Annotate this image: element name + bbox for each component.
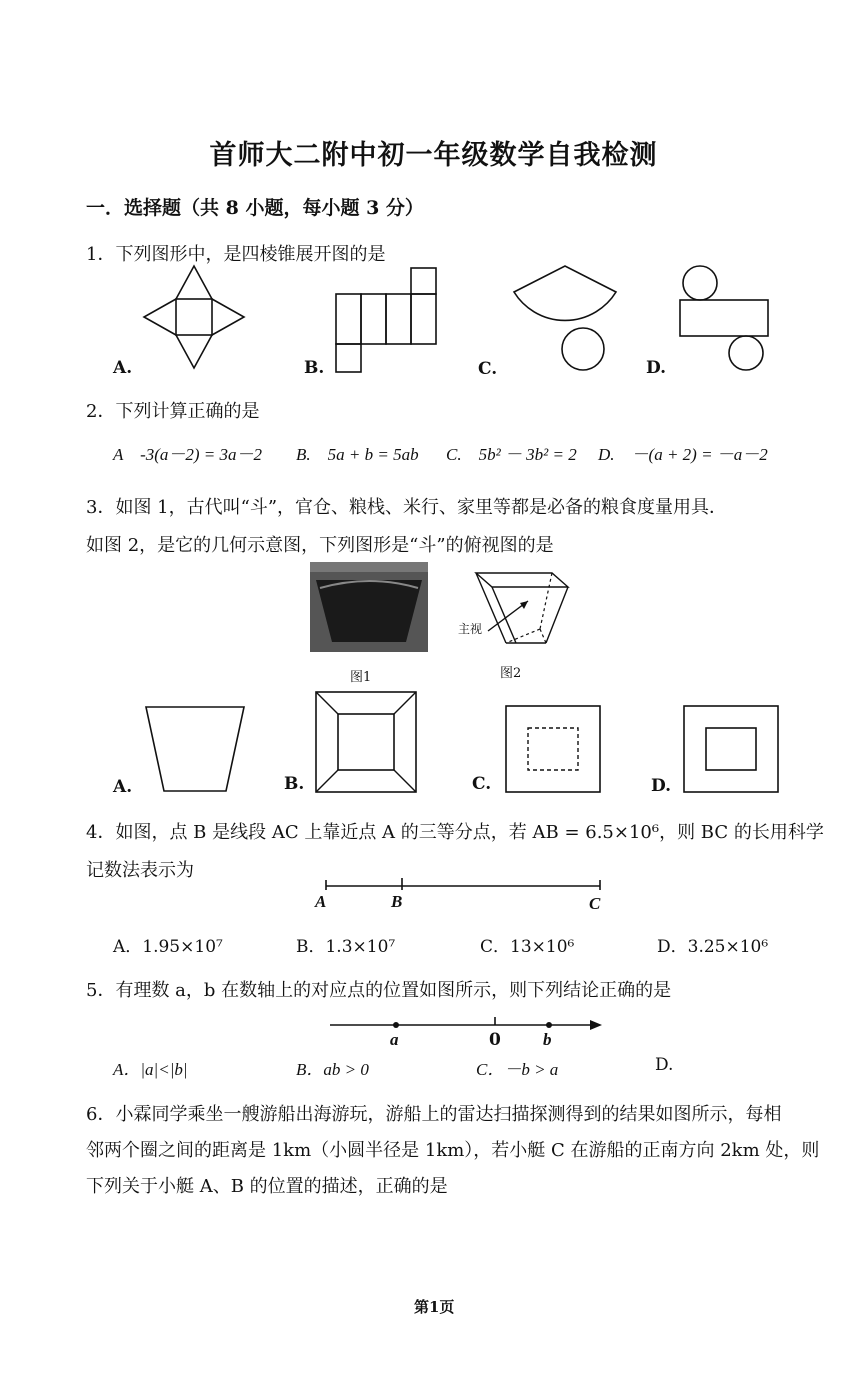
q3-label-d: D. xyxy=(651,776,672,796)
question-3-stem-line1: 3．如图 1，古代叫“斗”，官仓、粮栈、米行、家里等都是必备的粮食度量用具． xyxy=(86,497,728,518)
question-6-stem-line3: 下列关于小艇 A、B 的位置的描述，正确的是 xyxy=(86,1176,448,1197)
q1-figure-b xyxy=(334,266,444,376)
question-4-stem-line2: 记数法表示为 xyxy=(86,860,194,881)
page-title: 首师大二附中初一年级数学自我检测 xyxy=(209,140,658,171)
q3-diagram-figure-2 xyxy=(470,565,570,650)
q3-front-view-label: 主视 xyxy=(458,622,483,636)
q1-figure-a xyxy=(140,262,250,372)
q3-label-c: C. xyxy=(472,774,492,794)
q4-segment-figure xyxy=(322,876,607,896)
q5-option-d: D. xyxy=(655,1055,674,1075)
q1-label-a: A. xyxy=(113,358,133,378)
q4-point-c-label: C xyxy=(589,894,601,913)
question-6-stem-line2: 邻两个圈之间的距离是 1km（小圆半径是 1km），若小艇 C 在游船的正南方向 2km 处，则 xyxy=(86,1140,820,1161)
q4-option-a: A．1.95×10⁷ xyxy=(113,937,223,957)
q2-option-b: B. 5a + b = 5ab xyxy=(296,445,419,464)
q3-option-c-figure xyxy=(504,704,604,796)
q3-photo-figure-1 xyxy=(310,562,428,652)
q1-label-b: B. xyxy=(304,358,325,378)
page-number: 第1页 xyxy=(414,1298,455,1316)
question-4-stem-line1: 4．如图，点 B 是线段 AC 上靠近点 A 的三等分点，若 AB = 6.5×10⁶，则 BC 的长用科学 xyxy=(86,822,824,843)
q1-label-c: C. xyxy=(478,359,498,379)
q3-label-b: B. xyxy=(284,774,305,794)
q2-option-c: C. 5b² － 3b² = 2 xyxy=(446,445,577,464)
q5-axis-label-b: b xyxy=(543,1030,552,1049)
question-1-stem: 1．下列图形中，是四棱锥展开图的是 xyxy=(86,244,386,265)
q3-label-a: A. xyxy=(113,777,133,797)
q5-option-a: A．|a|<|b| xyxy=(113,1060,188,1079)
q3-option-b-figure xyxy=(314,690,420,796)
question-6-stem-line1: 6．小霖同学乘坐一艘游船出海游玩，游船上的雷达扫描探测得到的结果如图所示，每相 xyxy=(86,1104,782,1125)
q2-option-d: D. －(a + 2) = －a－2 xyxy=(598,445,768,464)
q5-axis-label-a: a xyxy=(390,1030,399,1049)
q4-point-b-label: B xyxy=(391,892,403,911)
q1-figure-d xyxy=(678,264,778,376)
q1-figure-c xyxy=(510,262,640,377)
q4-point-a-label: A xyxy=(315,892,327,911)
q5-number-line xyxy=(328,1015,604,1035)
q5-option-b: B．ab > 0 xyxy=(296,1060,369,1079)
q1-label-d: D. xyxy=(646,358,667,378)
q5-axis-label-zero: 0 xyxy=(489,1030,501,1050)
question-5-stem: 5．有理数 a，b 在数轴上的对应点的位置如图所示，则下列结论正确的是 xyxy=(86,980,672,1001)
q4-option-b: B．1.3×10⁷ xyxy=(296,937,396,957)
section-heading: 一．选择题（共 8 小题，每小题 3 分） xyxy=(86,197,424,219)
q3-option-a-figure xyxy=(140,705,250,795)
q4-option-d: D．3.25×10⁶ xyxy=(657,937,769,957)
question-3-stem-line2: 如图 2，是它的几何示意图，下列图形是“斗”的俯视图的是 xyxy=(86,535,554,556)
q3-figure-2-caption: 图2 xyxy=(500,666,522,681)
question-2-stem: 2．下列计算正确的是 xyxy=(86,401,260,422)
q4-option-c: C．13×10⁶ xyxy=(480,937,575,957)
q3-figure-1-caption: 图1 xyxy=(350,670,372,685)
q3-option-d-figure xyxy=(682,704,782,796)
q5-option-c: C．－b > a xyxy=(476,1060,559,1079)
q2-option-a: A -3(a－2) = 3a－2 xyxy=(113,445,263,464)
